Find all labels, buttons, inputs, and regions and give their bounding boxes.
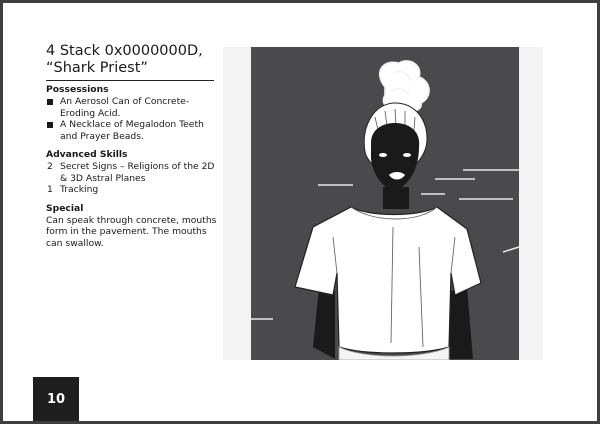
left-eye <box>379 153 387 157</box>
square-bullet-icon <box>47 122 53 128</box>
skill-name: Secret Signs – Religions of the 2D & 3D Astral Planes <box>60 161 215 184</box>
character-details <box>46 84 218 256</box>
title-line-2: “Shark Priest” <box>46 60 148 76</box>
advanced-skills-heading: Advanced Skills <box>46 149 128 161</box>
neck <box>383 187 409 209</box>
possessions-list <box>46 96 218 142</box>
character-illustration <box>223 47 543 360</box>
special-heading: Special <box>46 202 84 214</box>
square-bullet-icon <box>47 99 53 105</box>
skill-name: Tracking <box>60 184 99 196</box>
advanced-skills-section <box>46 149 218 196</box>
list-item <box>46 161 218 184</box>
skill-level: 1 <box>47 184 53 196</box>
title-line-1: 4 Stack 0x0000000D, <box>46 43 203 59</box>
skill-level: 2 <box>47 161 53 173</box>
page-number: 10 <box>33 377 79 421</box>
possession-text: A Necklace of Megalodon Teeth and Prayer Beads. <box>60 119 204 142</box>
list-item <box>46 96 218 119</box>
list-item <box>46 119 218 142</box>
possessions-section <box>46 84 218 142</box>
right-eye <box>403 153 411 157</box>
page-title <box>46 43 214 81</box>
possessions-heading: Possessions <box>46 84 109 95</box>
list-item <box>46 184 218 195</box>
special-text: Can speak through concrete, mouths form in the pavement. The mouths can swallow. <box>46 215 217 249</box>
shark-priest-figure <box>223 47 543 360</box>
special-section <box>46 203 218 250</box>
skills-list <box>46 161 218 195</box>
possession-text: An Aerosol Can of Concrete-Eroding Acid. <box>60 96 190 119</box>
